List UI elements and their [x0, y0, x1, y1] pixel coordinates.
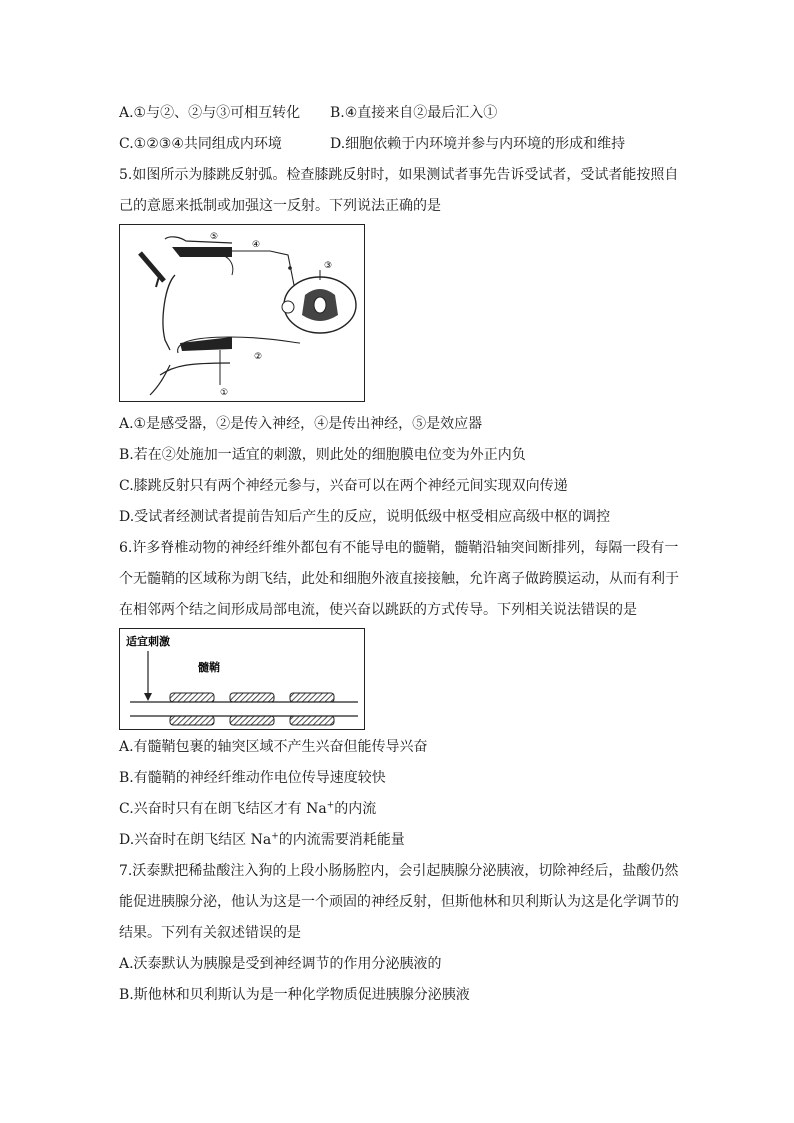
q6-option-c-tail: 的内流	[334, 801, 377, 817]
dorsal-root-ganglion	[282, 301, 294, 313]
q7-stem-line3: 结果。下列有关叙述错误的是	[119, 925, 301, 941]
efferent-nerve	[232, 251, 302, 293]
myelin-sheath	[170, 693, 214, 702]
myelin-sheath	[290, 693, 334, 702]
q7-option-b: B.斯他林和贝利斯认为是一种化学物质促进胰腺分泌胰液	[119, 987, 470, 1003]
label-4: ④	[252, 240, 261, 250]
q6-option-c	[119, 799, 376, 819]
thigh-outline	[163, 275, 175, 350]
upper-tendon	[165, 237, 232, 243]
stimulus-label: 适宜刺激	[126, 635, 170, 648]
myelin-sheath	[170, 716, 214, 725]
myelin-sheath	[230, 693, 274, 702]
myelin-diagram	[120, 629, 364, 729]
q6-option-a: A.有髓鞘包裹的轴突区域不产生兴奋但能传导兴奋	[119, 739, 428, 755]
q6-stem-line1: 6.许多脊椎动物的神经纤维外都包有不能导电的髓鞘，髓鞘沿轴突间断排列，每隔一段有一	[119, 540, 679, 556]
central-canal	[314, 297, 326, 313]
label-2: ②	[254, 352, 263, 362]
lower-muscle	[180, 337, 232, 351]
q5-option-c: C.膝跳反射只有两个神经元参与，兴奋可以在两个神经元间实现双向传递	[119, 478, 568, 494]
q6-option-c-text: C.兴奋时只有在朗飞结区才有 Na	[119, 801, 327, 817]
q5-stem-line2: 己的意愿来抵制或加强这一反射。下列说法正确的是	[119, 198, 441, 214]
q7-stem-line2: 能促进胰腺分泌，他认为这是一个顽固的神经反射，但斯他林和贝利斯认为这是化学调节的	[119, 894, 679, 910]
q5-stem-line1: 5.如图所示为膝跳反射弧。检查膝跳反射时，如果测试者事先告诉受试者，受试者能按照自	[119, 167, 679, 183]
myelin-label: 髓鞘	[198, 661, 220, 674]
q4-option-b: B.④直接来自②最后汇入①	[330, 105, 498, 121]
shin-outline	[150, 365, 170, 395]
q5-option-d: D.受试者经测试者提前告知后产生的反应，说明低级中枢受相应高级中枢的调控	[119, 509, 611, 525]
q7-stem-line1: 7.沃泰默把稀盐酸注入狗的上段小肠肠腔内，会引起胰腺分泌胰液，切除神经后，盐酸仍然	[119, 863, 679, 879]
stimulus-arrowhead	[144, 693, 152, 701]
label-1: ①	[220, 388, 229, 398]
q4-option-a: A.①与②、②与③可相互转化	[119, 105, 301, 121]
myelin-figure	[119, 628, 365, 730]
ganglion-dot	[288, 266, 292, 270]
q4-option-d: D.细胞依赖于内环境并参与内环境的形成和维持	[330, 136, 626, 152]
q4-option-c: C.①②③④共同组成内环境	[119, 136, 282, 152]
label-3: ③	[324, 261, 333, 271]
myelin-sheath	[230, 716, 274, 725]
q6-option-c-sup: +	[326, 800, 335, 811]
q6-option-d-sup: +	[271, 831, 279, 842]
myelin-sheath	[290, 716, 334, 725]
q5-option-b: B.若在②处施加一适宜的刺激，则此处的细胞膜电位变为外正内负	[119, 447, 526, 463]
q6-option-d-tail: 的内流需要消耗能量	[278, 832, 405, 848]
reflex-arc-figure	[119, 224, 365, 402]
q6-option-d-text: D.兴奋时在朗飞结区 Na	[119, 832, 272, 848]
q6-option-d	[119, 830, 405, 850]
q6-stem-line2: 个无髓鞘的区域称为朗飞结，此处和细胞外液直接接触，允许离子做跨膜运动，从而有利于	[119, 571, 679, 587]
reflex-arc-diagram	[120, 225, 364, 401]
q6-stem-line3: 在相邻两个结之间形成局部电流，使兴奋以跳跃的方式传导。下列相关说法错误的是	[119, 602, 637, 618]
q5-option-a: A.①是感受器，②是传入神经，④是传出神经，⑤是效应器	[119, 416, 483, 432]
q6-option-b: B.有髓鞘的神经纤维动作电位传导速度较快	[119, 770, 386, 786]
q7-option-a: A.沃泰默认为胰腺是受到神经调节的作用分泌胰液的	[119, 956, 442, 972]
label-5: ⑤	[210, 232, 219, 242]
upper-muscle	[172, 247, 232, 257]
probe-handle	[140, 253, 164, 281]
